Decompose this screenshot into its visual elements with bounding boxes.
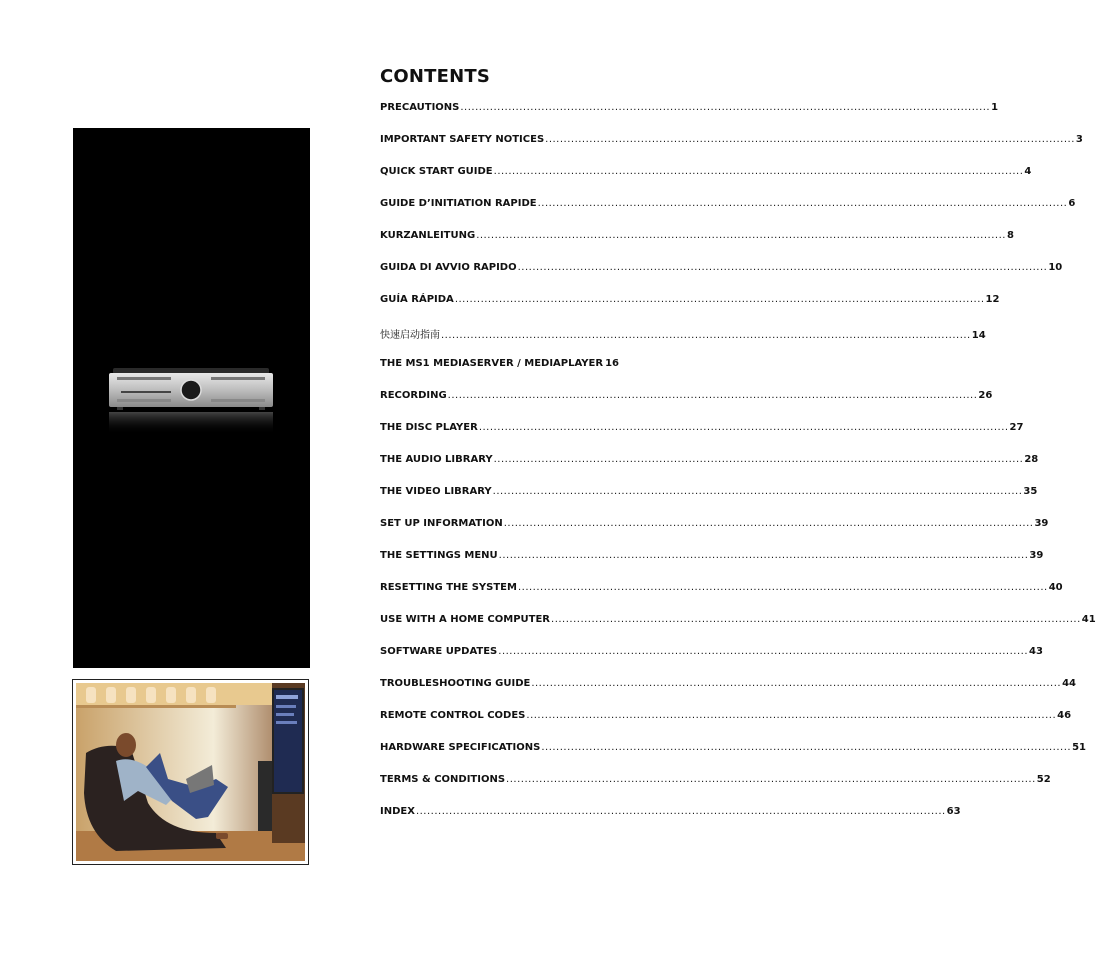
toc-entry-page: 39 <box>1029 550 1044 561</box>
dot-leader <box>504 518 1034 529</box>
toc-entry-title: SET UP INFORMATION <box>380 518 503 529</box>
dot-leader <box>499 550 1029 561</box>
toc-entry-title: THE AUDIO LIBRARY <box>380 454 493 465</box>
toc-entry[interactable] <box>380 102 999 134</box>
toc-entry-title: SOFTWARE UPDATES <box>380 646 498 657</box>
toc-entry-title: RECORDING <box>380 390 447 401</box>
dot-leader <box>541 742 1071 753</box>
toc-entry-title: THE DISC PLAYER <box>380 422 478 433</box>
toc-entry-title: REMOTE CONTROL CODES <box>380 710 526 721</box>
toc-entry[interactable] <box>380 262 1063 294</box>
toc-entry-page: 16 <box>605 358 619 369</box>
toc-entry-page: 51 <box>1072 742 1086 753</box>
toc-entry-title: RESETTING THE SYSTEM <box>380 582 517 593</box>
toc-entry-title: TROUBLESHOOTING GUIDE <box>380 678 531 689</box>
man-with-laptop-image <box>76 683 305 861</box>
toc-entry[interactable] <box>380 390 993 422</box>
toc-entry-page: 52 <box>1036 774 1051 785</box>
toc-entry-page: 35 <box>1023 486 1038 497</box>
dot-leader <box>455 294 985 305</box>
toc-entry-title: THE VIDEO LIBRARY <box>380 486 492 497</box>
dot-leader <box>416 806 946 817</box>
toc-entry[interactable] <box>380 134 1083 166</box>
toc-entry-page: 63 <box>946 806 961 817</box>
dot-leader <box>498 646 1028 657</box>
toc-entry[interactable] <box>380 294 1000 326</box>
toc-entry[interactable] <box>380 710 1072 742</box>
dot-leader <box>448 390 978 401</box>
toc-entry-title: THE SETTINGS MENU <box>380 550 498 561</box>
toc-entry-page: 40 <box>1048 582 1063 593</box>
toc-entry[interactable] <box>380 166 1032 198</box>
toc-entry[interactable] <box>380 806 961 838</box>
lifestyle-photo <box>72 679 309 865</box>
toc-entry[interactable] <box>380 742 1086 774</box>
toc-entry-title: USE WITH A HOME COMPUTER <box>380 614 551 625</box>
dot-leader <box>518 582 1048 593</box>
toc-entry-title: THE MS1 MEDIASERVER / MEDIAPLAYER <box>380 358 604 369</box>
toc-entry-page: 43 <box>1029 646 1043 657</box>
toc-entry-title: 快速启动指南 <box>380 330 440 341</box>
toc-entry[interactable] <box>380 614 1096 646</box>
toc-entry[interactable] <box>380 774 1051 806</box>
toc-entry[interactable] <box>380 582 1063 614</box>
toc-entry-title: IMPORTANT SAFETY NOTICES <box>380 134 545 145</box>
toc-entry-title: TERMS & CONDITIONS <box>380 774 506 785</box>
toc-entry-title: PRECAUTIONS <box>380 102 460 113</box>
toc-entry-title: GUIDE D’INITIATION RAPIDE <box>380 198 537 209</box>
toc-entry-title: GUIDA DI AVVIO RAPIDO <box>380 262 517 273</box>
toc-entry[interactable] <box>380 550 1044 582</box>
toc-entry-page: 3 <box>1075 134 1083 145</box>
dot-leader <box>460 102 990 113</box>
toc-entry[interactable] <box>380 358 619 390</box>
dot-leader <box>551 614 1081 625</box>
toc-entry-page: 4 <box>1024 166 1032 177</box>
dot-leader <box>538 198 1068 209</box>
dot-leader <box>493 486 1023 497</box>
toc-entry[interactable] <box>380 422 1024 454</box>
dot-leader <box>476 230 1006 241</box>
mediaserver-device-image <box>109 368 273 438</box>
toc-entry[interactable] <box>380 198 1076 230</box>
toc-entry[interactable] <box>380 518 1049 550</box>
dot-leader <box>506 774 1036 785</box>
toc-entry-title: HARDWARE SPECIFICATIONS <box>380 742 541 753</box>
dot-leader <box>545 134 1075 145</box>
toc-entry-page: 41 <box>1081 614 1096 625</box>
toc-entry-title: INDEX <box>380 806 415 817</box>
toc-entry[interactable] <box>380 486 1038 518</box>
toc-entry[interactable] <box>380 678 1076 710</box>
toc-entry-page: 14 <box>971 330 986 341</box>
toc-entry-page: 27 <box>1009 422 1024 433</box>
dot-leader <box>494 454 1024 465</box>
toc-entry-page: 28 <box>1024 454 1039 465</box>
dot-leader <box>526 710 1056 721</box>
toc-entry-page: 12 <box>985 294 1000 305</box>
toc-entry-page: 1 <box>991 102 999 113</box>
toc-entry-page: 10 <box>1048 262 1063 273</box>
dot-leader <box>518 262 1048 273</box>
toc-entry-title: QUICK START GUIDE <box>380 166 493 177</box>
toc-entry[interactable] <box>380 230 1014 262</box>
toc-entry-page: 26 <box>978 390 993 401</box>
toc-entry-page: 39 <box>1034 518 1049 529</box>
toc-entry[interactable] <box>380 326 986 358</box>
contents-title: CONTENTS <box>380 66 491 87</box>
toc-entry-page: 6 <box>1068 198 1076 209</box>
toc-entry-page: 46 <box>1057 710 1072 721</box>
dot-leader <box>494 166 1024 177</box>
dot-leader <box>441 330 971 341</box>
product-image-panel <box>73 128 310 668</box>
dot-leader <box>479 422 1009 433</box>
toc-entry-page: 8 <box>1006 230 1014 241</box>
dot-leader <box>531 678 1061 689</box>
toc-entry-title: GUÍA RÁPIDA <box>380 294 454 305</box>
toc-entry[interactable] <box>380 454 1039 486</box>
toc-entry-title: KURZANLEITUNG <box>380 230 476 241</box>
toc-entry-page: 44 <box>1062 678 1076 689</box>
table-of-contents <box>380 102 1096 838</box>
toc-entry[interactable] <box>380 646 1043 678</box>
